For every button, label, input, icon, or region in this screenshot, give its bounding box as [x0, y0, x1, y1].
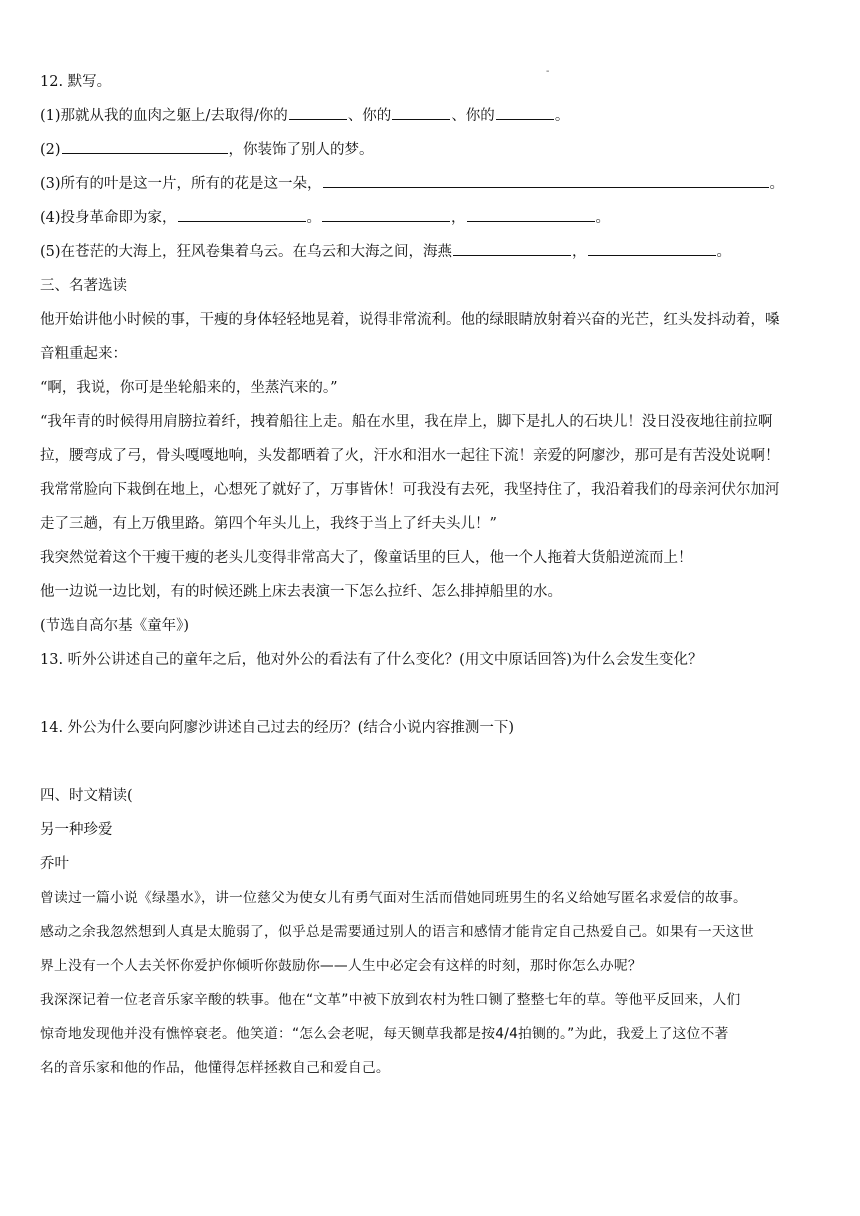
answer-blank[interactable]: [496, 105, 554, 120]
article-line: 感动之余我忽然想到人真是太脆弱了，似乎总是需要通过别人的语言和感情才能肯定自己热爱自己。如果有一天这世: [40, 924, 754, 940]
article-author: 乔叶: [40, 856, 69, 872]
passage-line: “啊，我说，你可是坐轮船来的，坐蒸汽来的。”: [40, 380, 338, 396]
article-line: 曾读过一篇小说《绿墨水》，讲一位慈父为使女儿有勇气面对生活而借她同班男生的名义给她写匿名求爱信的故事。: [40, 890, 747, 906]
answer-blank[interactable]: [289, 105, 347, 120]
question-14: 14. 外公为什么要向阿廖沙讲述自己过去的经历？(结合小说内容推测一下): [40, 720, 514, 736]
dictation-item-4: (4)投身革命即为家， 。 ， 。: [40, 207, 610, 229]
passage-line: 走了三趟，有上万俄里路。第四个年头儿上，我终于当上了纤夫头儿！”: [40, 516, 497, 532]
dictation-item-3: (3)所有的叶是这一片，所有的花是这一朵， 。: [40, 173, 784, 195]
answer-blank[interactable]: [323, 173, 769, 188]
article-line: 界上没有一个人去关怀你爱护你倾听你鼓励你——人生中必定会有这样的时刻，那时你怎么办呢？: [40, 958, 642, 974]
question-13: 13. 听外公讲述自己的童年之后，他对外公的看法有了什么变化？(用文中原话回答)为什么会发生变化？: [40, 652, 703, 668]
section-4-heading: 四、时文精读(: [40, 788, 133, 804]
passage-line: 我常常脸向下栽倒在地上，心想死了就好了，万事皆休！可我没有去死，我坚持住了，我沿着我们的母亲河伏尔加河: [40, 482, 780, 498]
question-12-title: 12. 默写。: [40, 74, 112, 90]
article-title: 另一种珍爱: [40, 822, 113, 838]
dictation-item-2: (2) ，你装饰了别人的梦。: [40, 139, 374, 161]
passage-source: (节选自高尔基《童年》): [40, 618, 190, 634]
answer-blank[interactable]: [467, 207, 595, 222]
header-mark: -: [546, 66, 550, 77]
article-line: 我深深记着一位老音乐家辛酸的轶事。他在“文革”中被下放到农村为牲口铡了整整七年的草。等他平反回来，人们: [40, 992, 741, 1008]
passage-line: 拉，腰弯成了弓，骨头嘎嘎地响，头发都晒着了火，汗水和泪水一起往下流！亲爱的阿廖沙，那可是有苦没处说啊！: [40, 448, 780, 464]
dictation-item-5: (5)在苍茫的大海上，狂风卷集着乌云。在乌云和大海之间，海燕 ， 。: [40, 241, 731, 263]
passage-line: “我年青的时候得用肩膀拉着纤，拽着船往上走。船在水里，我在岸上，脚下是扎人的石块儿！没日没夜地往前拉啊: [40, 414, 773, 430]
answer-blank[interactable]: [322, 207, 450, 222]
article-line: 惊奇地发现他并没有憔悴衰老。他笑道：“怎么会老呢，每天铡草我都是按4/4拍铡的。”为此，我爱上了这位不著: [40, 1026, 729, 1042]
dictation-item-1: (1)那就从我的血肉之躯上/去取得/你的 、你的 、你的 。: [40, 105, 569, 127]
passage-line: 音粗重起来：: [40, 346, 127, 362]
answer-blank[interactable]: [62, 139, 228, 154]
article-line: 名的音乐家和他的作品，他懂得怎样拯救自己和爱自己。: [40, 1060, 390, 1076]
passage-line: 他一边说一边比划，有的时候还跳上床去表演一下怎么拉纤、怎么排掉船里的水。: [40, 584, 562, 600]
section-3-heading: 三、名著选读: [40, 278, 127, 294]
answer-blank[interactable]: [392, 105, 450, 120]
passage-line: 我突然觉着这个干瘦干瘦的老头儿变得非常高大了，像童话里的巨人，他一个人拖着大货船逆流而上！: [40, 550, 693, 566]
answer-blank[interactable]: [178, 207, 306, 222]
answer-blank[interactable]: [588, 241, 716, 256]
passage-line: 他开始讲他小时候的事，干瘦的身体轻轻地晃着，说得非常流利。他的绿眼睛放射着兴奋的光芒，红头发抖动着，嗓: [40, 312, 780, 328]
answer-blank[interactable]: [453, 241, 571, 256]
